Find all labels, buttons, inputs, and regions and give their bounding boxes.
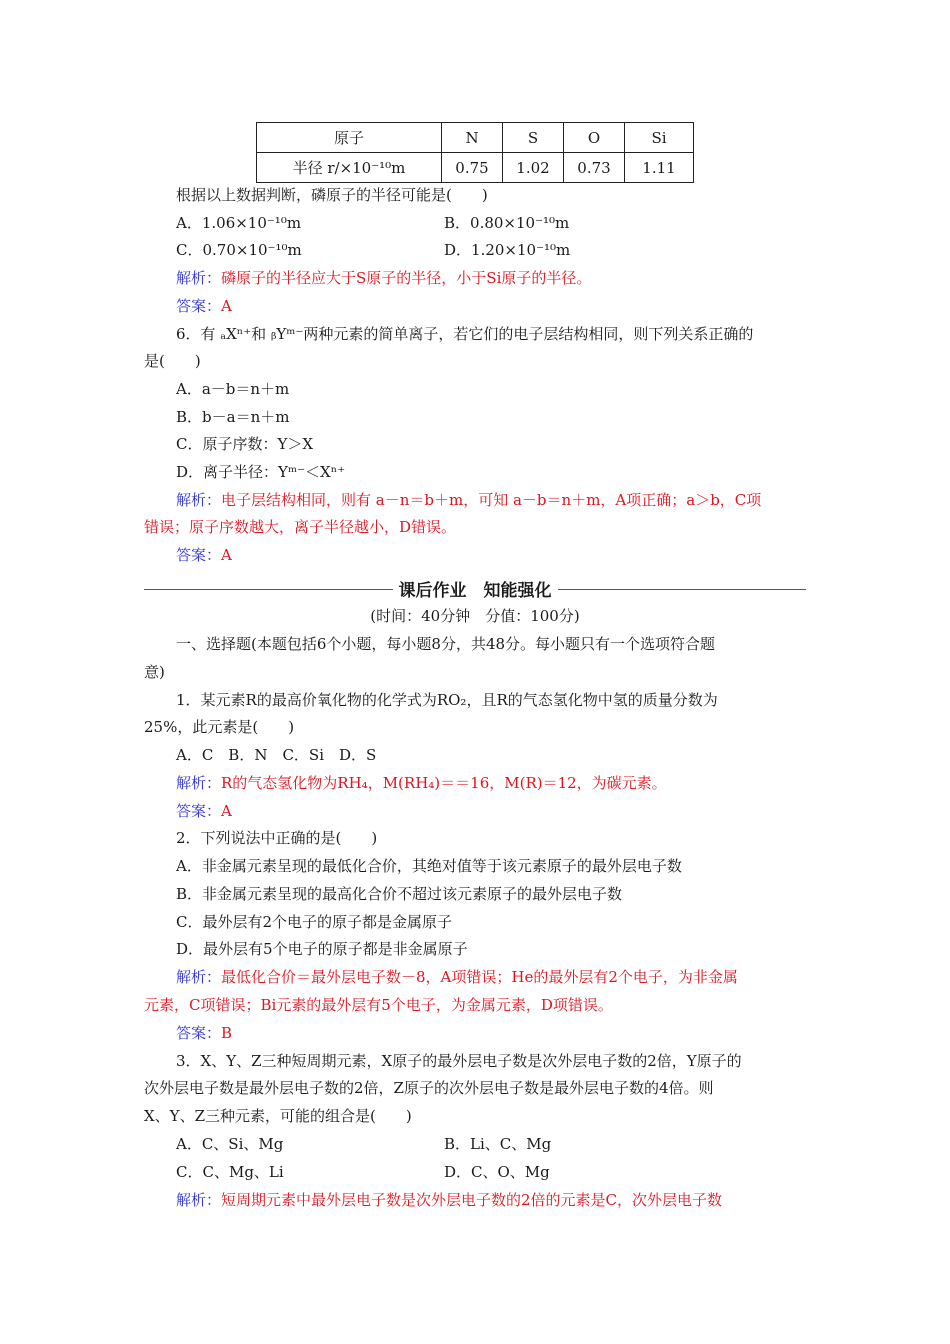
option-c: C．C、Mg、Li xyxy=(176,1163,284,1181)
option-c: C．0.70×10⁻¹⁰m xyxy=(176,241,302,259)
question-stem: 次外层电子数是最外层电子数的2倍，Z原子的次外层电子数是最外层电子数的4倍。则 xyxy=(144,1079,714,1097)
question-stem: 2．下列说法中正确的是( ) xyxy=(176,829,378,847)
analysis-text: R的气态氢化物为RH₄，M(RH₄)＝＝16，M(R)＝12，为碳元素。 xyxy=(221,774,667,792)
answer-label: 答案： xyxy=(176,802,222,820)
option-d: D．1.20×10⁻¹⁰m xyxy=(444,241,571,259)
table-row xyxy=(257,153,694,183)
answer-line xyxy=(176,800,232,822)
option-b: B．非金属元素呈现的最高化合价不超过该元素原子的最外层电子数 xyxy=(176,885,623,903)
table-cell: 0.73 xyxy=(564,153,625,183)
answer-value: B xyxy=(221,1024,233,1042)
table-cell: S xyxy=(503,123,564,153)
table-cell: 原子 xyxy=(257,123,442,153)
section-meta: (时间：40分钟 分值：100分) xyxy=(370,607,580,625)
analysis-line xyxy=(176,772,667,794)
table-row xyxy=(257,123,694,153)
option-b: B．b－a＝n＋m xyxy=(176,408,290,426)
answer-line xyxy=(176,544,232,566)
option-d: D．最外层有5个电子的原子都是非金属原子 xyxy=(176,940,468,958)
section-title: 课后作业 知能强化 xyxy=(393,581,558,601)
analysis-text: 磷原子的半径应大于S原子的半径，小于Si原子的半径。 xyxy=(221,269,592,287)
analysis-line xyxy=(176,267,591,289)
question-stem: 6．有 ₐXⁿ⁺和 ᵦYᵐ⁻两种元素的简单离子，若它们的电子层结构相同，则下列关系正确的 xyxy=(176,325,754,343)
option-d: D．离子半径：Yᵐ⁻＜Xⁿ⁺ xyxy=(176,463,346,481)
answer-value: A xyxy=(221,546,232,564)
answer-line xyxy=(176,295,232,317)
analysis-label: 解析： xyxy=(176,968,222,986)
option-d: D．C、O、Mg xyxy=(444,1163,550,1181)
answer-label: 答案： xyxy=(176,546,222,564)
analysis-label: 解析： xyxy=(176,774,222,792)
analysis-text: 元素，C项错误；Bi元素的最外层有5个电子，为金属元素，D项错误。 xyxy=(144,996,613,1014)
section-intro: 一、选择题(本题包括6个小题，每小题8分，共48分。每小题只有一个选项符合题 xyxy=(176,635,716,653)
question-stem: 是( ) xyxy=(144,352,201,370)
atomic-radius-table xyxy=(256,122,694,183)
answer-line xyxy=(176,1022,232,1044)
option-a: A．1.06×10⁻¹⁰m xyxy=(176,214,302,232)
table-cell: Si xyxy=(625,123,694,153)
answer-label: 答案： xyxy=(176,297,222,315)
table-cell: N xyxy=(442,123,503,153)
analysis-line xyxy=(176,1189,722,1211)
option-a: A．C、Si、Mg xyxy=(176,1135,284,1153)
option-b: B．Li、C、Mg xyxy=(444,1135,552,1153)
analysis-text: 电子层结构相同，则有 a－n＝b＋m，可知 a－b＝n＋m，A项正确；a＞b，C项 xyxy=(221,491,762,509)
question-stem: X、Y、Z三种元素，可能的组合是( ) xyxy=(144,1107,412,1125)
analysis-text: 短周期元素中最外层电子数是次外层电子数的2倍的元素是C，次外层电子数 xyxy=(221,1191,723,1209)
table-cell: 1.02 xyxy=(503,153,564,183)
option-c: C．最外层有2个电子的原子都是金属原子 xyxy=(176,913,453,931)
option-a: A．a－b＝n＋m xyxy=(176,380,290,398)
question-stem: 3．X、Y、Z三种短周期元素，X原子的最外层电子数是次外层电子数的2倍，Y原子的 xyxy=(176,1052,742,1070)
analysis-line xyxy=(176,966,738,988)
analysis-label: 解析： xyxy=(176,1191,222,1209)
analysis-line xyxy=(176,489,761,511)
answer-label: 答案： xyxy=(176,1024,222,1042)
question-stem: 根据以上数据判断，磷原子的半径可能是( ) xyxy=(176,186,488,204)
table-cell: 1.11 xyxy=(625,153,694,183)
option-c: C．原子序数：Y＞X xyxy=(176,435,314,453)
question-stem: 1．某元素R的最高价氧化物的化学式为RO₂，且R的气态氢化物中氢的质量分数为 xyxy=(176,691,718,709)
section-intro: 意) xyxy=(144,663,165,681)
analysis-text: 错误；原子序数越大，离子半径越小，D错误。 xyxy=(144,518,457,536)
table-cell: 0.75 xyxy=(442,153,503,183)
question-stem: 25%，此元素是( ) xyxy=(144,718,295,736)
table-cell: O xyxy=(564,123,625,153)
option-a: A．非金属元素呈现的最低化合价，其绝对值等于该元素原子的最外层电子数 xyxy=(176,857,682,875)
section-heading xyxy=(0,576,950,602)
table-cell: 半径 r/×10⁻¹⁰m xyxy=(257,153,442,183)
analysis-label: 解析： xyxy=(176,269,222,287)
analysis-text: 最低化合价＝最外层电子数－8，A项错误；He的最外层有2个电子，为非金属 xyxy=(221,968,738,986)
option-b: B．0.80×10⁻¹⁰m xyxy=(444,214,570,232)
answer-value: A xyxy=(221,297,232,315)
answer-value: A xyxy=(221,802,232,820)
options-line: A．C B．N C．Si D．S xyxy=(176,746,377,764)
analysis-label: 解析： xyxy=(176,491,222,509)
